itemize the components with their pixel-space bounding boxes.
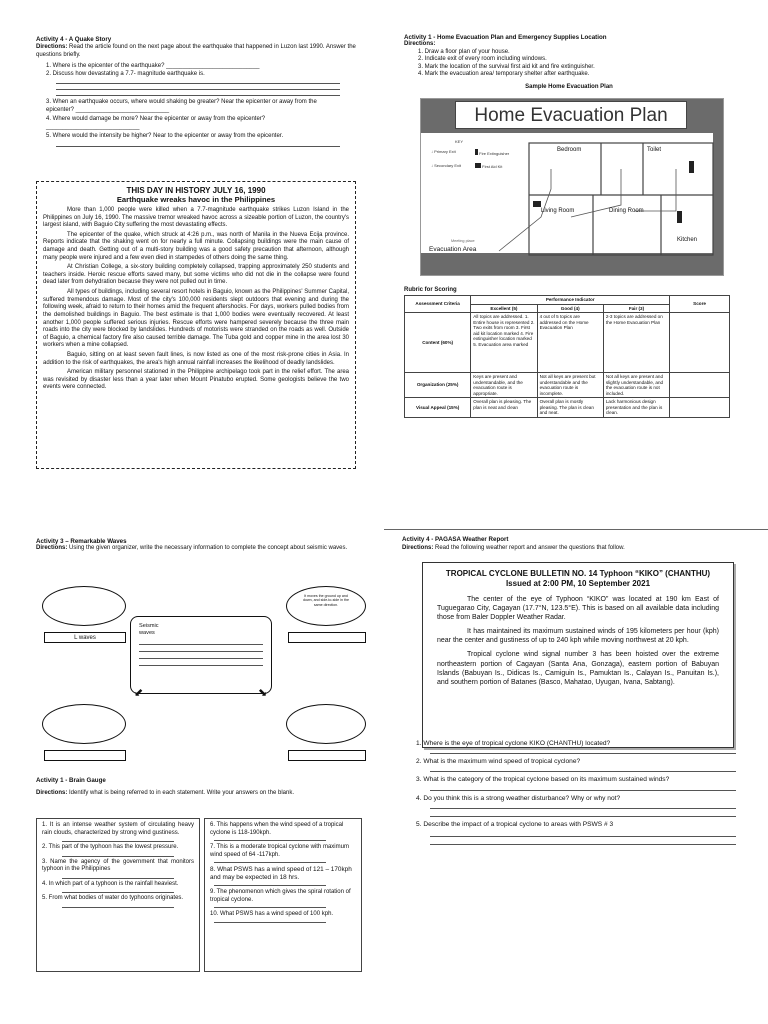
article-box xyxy=(36,181,356,469)
answer-box-bottom-right xyxy=(288,750,366,761)
plan-banner-title: Home Evacuation Plan xyxy=(455,101,687,129)
brain-gauge-left-box xyxy=(36,818,200,972)
rubric-criteria: Content (60%) xyxy=(405,313,471,373)
brain-gauge-directions xyxy=(36,790,366,798)
meeting-place: Meeting place xyxy=(451,239,475,243)
article-paragraph: Baguio, sitting on at least seven fault lines, is now listed as one of the most risk-prone cities in Asia. In addition to the risk of earthquakes, the area's high annual rainfall increases the likelihood of deadly landslides. xyxy=(43,351,349,366)
primary-exit-icon: ↓ xyxy=(431,149,433,154)
directions-label: Directions: xyxy=(402,545,434,551)
answer-box-bottom-left xyxy=(44,750,126,761)
quadrant-waves-brain-gauge xyxy=(36,538,366,978)
rubric-cell: Lack harmonious design presentation and the plan is clean. xyxy=(603,398,669,418)
bulletin-box xyxy=(422,562,734,748)
activity-title: Activity 1 - Home Evacuation Plan and Emergency Supplies Location xyxy=(404,34,607,41)
answer-line xyxy=(62,903,174,908)
rubric-score xyxy=(670,373,730,398)
rubric-header-criteria: Assessment Criteria xyxy=(405,296,471,313)
brain-item: 9. The phenomenon which gives the spiral rotation of tropical cyclone. xyxy=(210,889,351,903)
question-item: 1. Where is the epicenter of the earthquake? ____________________________ xyxy=(46,63,260,69)
directions xyxy=(36,545,366,553)
question-item: 4. Do you think this is a strong weather disturbance? Why or why not? xyxy=(416,794,621,802)
rubric-level: Good (4) xyxy=(537,304,603,313)
answer-line xyxy=(56,141,340,147)
bulletin-paragraph: Tropical cyclone wind signal number 3 has been hoisted over the extreme northeastern portion of Cagayan (Santa Ana, Gonzaga), eastern portion of Babuyan Islands (Babuyan Is., Didicas Is., Camiguin Is., Pamuktan Is., Calayan Is., Panuitan Is.), and southern portion of Batanes (Basco, Mahatao, Uyugan, Ivana, Sabtang). xyxy=(437,651,719,686)
rubric-row xyxy=(405,313,730,373)
room-kitchen: Kitchen xyxy=(677,237,698,243)
rubric-cell: All topics are addressed. 1. Entire house is represented 2. Two exits from room 3. First aid kit location marked 4. Fire extinguisher location marked 5. Evacuation area marked xyxy=(471,313,537,373)
rubric-table xyxy=(404,295,730,418)
question-item: 5. Describe the impact of a tropical cyclone to areas with PSWS # 3 xyxy=(416,820,614,828)
rubric-cell: Not all keys are present but understandable and the evacuation route is incomplete. xyxy=(537,373,603,398)
rubric-row xyxy=(405,373,730,398)
evacuation-area: Evacuation Area xyxy=(429,246,477,253)
key-label: KEY xyxy=(455,139,464,144)
question-item: 2. Discuss how devastating a 7.7- magnitude earthquake is. xyxy=(46,70,205,77)
oval-top-left xyxy=(42,586,126,626)
answer-line xyxy=(56,90,340,96)
secondary-exit-icon: ↓ xyxy=(431,163,433,168)
answer-line xyxy=(139,638,263,645)
rubric-row xyxy=(405,398,730,418)
activity-title: Activity 4 - A Quake Story xyxy=(36,36,112,43)
oval-bottom-left xyxy=(42,704,126,744)
center-label: Seismic waves xyxy=(139,623,159,637)
rubric-cell: Keys are present and understandable, and the evacuation route is appropriate. xyxy=(471,373,537,398)
brain-item: 8. What PSWS has a wind speed of 121 – 170kph and may be expected in 18 hrs. xyxy=(210,866,352,881)
activity-title: Activity 4 - PAGASA Weather Report xyxy=(402,536,509,543)
brain-item: 4. In which part of a typhoon is the rainfall heaviest. xyxy=(42,880,179,887)
bulletin-issued: Issued at 2:00 PM, 10 September 2021 xyxy=(505,579,651,588)
step-item: 4. Mark the evacuation area/ temporary shelter after earthquake. xyxy=(418,71,590,77)
directions-text: Read the following weather report and answer the questions that follow. xyxy=(435,545,625,551)
top-right-description: It moves the ground up and down, and side-to-side in the same direction. xyxy=(303,594,349,607)
answer-line xyxy=(139,645,263,652)
wave-organizer xyxy=(36,578,366,768)
center-box xyxy=(130,616,272,694)
room-toilet: Toilet xyxy=(647,147,662,153)
step-item: 1. Draw a floor plan of your house. xyxy=(418,48,510,55)
step-item: 3. Mark the location of the survival first aid kit and fire extinguisher. xyxy=(418,63,595,70)
brain-item: 2. This part of the typhoon has the lowest pressure. xyxy=(42,844,179,850)
directions-label: Directions: xyxy=(404,41,436,47)
brain-item: 3. Name the agency of the government that monitors typhoon in the Philippines xyxy=(42,858,194,872)
answer-line xyxy=(214,882,326,886)
l-waves-label: L waves xyxy=(44,632,126,643)
answer-line xyxy=(139,659,263,666)
step-item: 2. Indicate exit of every room including windows. xyxy=(418,56,547,62)
bulletin-paragraph: It has maintained its maximum sustained winds of 195 kilometers per hour (kph) near the center and gustiness of up to 240 kph while moving northwest at 20 kph. xyxy=(437,628,719,645)
article-headline: THIS DAY IN HISTORY JULY 16, 1990 xyxy=(126,186,266,195)
rubric-score xyxy=(670,313,730,373)
sample-caption: Sample Home Evacuation Plan xyxy=(525,83,613,90)
answer-line xyxy=(62,837,174,842)
answer-line xyxy=(430,748,736,754)
answer-line xyxy=(430,785,736,791)
question-item: 5. Where would the intensity be higher? Near to the epicenter or away from the epicenter. xyxy=(46,133,284,139)
rubric-criteria: Visual Appeal (15%) xyxy=(405,398,471,418)
answer-line xyxy=(139,652,263,659)
article-paragraph: American military personnel stationed in the Philippine archipelago took part in the relief effort. The area was revisited by disaster less than a year later when Mount Pinatubo erupted. Some geologists believe the two events were connected. xyxy=(43,369,349,391)
key-fire-extinguisher: Fire Extinguisher xyxy=(475,149,519,156)
answer-line xyxy=(430,829,736,837)
arrow-down-right-icon: ⬊ xyxy=(258,687,268,699)
directions-text: Identify what is being referred to in each statement. Write your answers on the blank. xyxy=(69,790,295,796)
rubric-header-score: Score xyxy=(670,296,730,313)
rubric-score xyxy=(670,398,730,418)
brain-gauge-title: Activity 1 - Brain Gauge xyxy=(36,777,106,784)
question-item: 4. Where would damage be more? Near the epicenter or away from the epicenter? ____________________________ xyxy=(46,116,266,130)
directions-label: Directions: xyxy=(36,44,68,50)
answer-line xyxy=(214,919,326,923)
room-living: Living Room xyxy=(541,208,575,214)
quadrant-evacuation-plan xyxy=(404,34,734,482)
divider-line xyxy=(384,529,768,530)
weather-questions xyxy=(416,740,736,845)
question-item: 3. When an earthquake occurs, where would shaking be greater? Near the epicenter or away from the epicenter? ____________________________ xyxy=(46,99,317,113)
steps-list xyxy=(418,49,734,79)
directions-text: Using the given organizer, write the necessary information to complete the concept about seismic waves. xyxy=(69,545,348,551)
brain-item: 10. What PSWS has a wind speed of 100 kph. xyxy=(210,911,334,917)
rubric-cell: Overall plan is pleasing. The plan is neat and clean xyxy=(471,398,537,418)
key-first-aid: First Aid Kit xyxy=(475,163,515,169)
rubric-level: Excellent (5) xyxy=(471,304,537,313)
article-paragraph: At Christian College, a six-story building completely collapsed, trapping approximately 250 students and teachers inside. Heroic rescue efforts saved many, but some victims who did not die in the collapse were found dead later from dehydration because they were not pulled out in time. xyxy=(43,264,349,286)
rubric-cell: Overall plan is mostly pleasing. The plan is clean and neat. xyxy=(537,398,603,418)
answer-line xyxy=(430,837,736,845)
directions-text: Read the article found on the next page about the earthquake that happened in Luzon last 1990. Answer the questions briefly. xyxy=(36,44,356,58)
rubric-level: Fair (3) xyxy=(603,304,669,313)
answer-line xyxy=(214,859,326,863)
rubric-cell: 2-3 topics are addressed on the Home Evacuation Plan xyxy=(603,313,669,373)
key-secondary-exit: ↓ Secondary Exit xyxy=(431,163,462,168)
directions-label: Directions: xyxy=(36,545,68,551)
oval-bottom-right xyxy=(286,704,366,744)
room-dining: Dining Room xyxy=(609,208,644,214)
quadrant-weather-report xyxy=(402,536,742,866)
rubric-criteria: Organization (25%) xyxy=(405,373,471,398)
answer-line xyxy=(62,852,174,857)
answer-line xyxy=(62,888,174,893)
rubric-cell: 4 out of 5 topics are addressed on the Home Evacuation Plan xyxy=(537,313,603,373)
arrow-down-left-icon: ⬋ xyxy=(134,687,144,699)
key-primary-exit: ↓ Primary Exit xyxy=(431,149,456,154)
answer-box-top-right xyxy=(288,632,366,643)
brain-item: 1. It is an intense weather system of circulating heavy rain clouds, characterized by strong wind gustiness. xyxy=(42,822,194,836)
rubric-cell: Not all keys are present and slightly understandable, and the evacuation route is not included. xyxy=(603,373,669,398)
brain-gauge-right-box xyxy=(204,818,362,972)
quadrant-quake-story xyxy=(36,36,360,476)
directions-label: Directions: xyxy=(36,790,68,796)
article-paragraph: The epicenter of the quake, which struck at 4:26 p.m., was north of Manila in the Nueva Ecija province. Reports indicate that the shaking went on for nearly a full minute. Collapsing buildings were the main cause of damage and death. Getting out of a multi-story building was a good safety precaution that afternoon, although many people were injured and a few even died in stampedes of others doing the same thing. xyxy=(43,231,349,261)
answer-line xyxy=(430,766,736,772)
bulletin-paragraph: The center of the eye of Typhoon “KIKO” was located at 190 km East of Tuguegarao City, Cagayan (17.7°N, 123.5°E). This is based on all available data including those from Baler Doppler Weather Radar. xyxy=(437,596,719,622)
directions xyxy=(402,545,742,553)
brain-item: 6. This happens when the wind speed of a tropical cyclone is 118-190kph. xyxy=(210,822,344,836)
rubric-header-performance: Performance Indicator xyxy=(471,296,670,305)
floor-plan xyxy=(420,98,724,276)
answer-line xyxy=(214,904,326,908)
question-item: 3. What is the category of the tropical cyclone based on its maximum sustained winds? xyxy=(416,776,670,784)
answer-line xyxy=(430,809,736,817)
article-subheadline: Earthquake wreaks havoc in the Philippines xyxy=(116,195,276,204)
bulletin-title: TROPICAL CYCLONE BULLETIN NO. 14 Typhoon “KIKO” (CHANTHU) xyxy=(445,569,711,578)
answer-line xyxy=(62,874,174,879)
directions xyxy=(36,44,360,59)
brain-item: 5. From what bodies of water do typhoons originates. xyxy=(42,895,184,901)
article-paragraph: More than 1,000 people were killed when a 7.7-magnitude earthquake strikes Luzon Island in the Philippines on July 16, 1990. The massive tremor wreaked havoc across a sizeable portion of Luzon, the country's largest island, with Baguio City suffering the most devastating effects. xyxy=(43,207,349,229)
question-item: 1. Where is the eye of tropical cyclone KIKO (CHANTHU) located? xyxy=(416,740,611,747)
brain-item: 7. This is a moderate tropical cyclone with maximum wind speed of 64 -117kph. xyxy=(210,844,349,858)
room-bedroom: Bedroom xyxy=(557,147,582,153)
activity-title: Activity 3 – Remarkable Waves xyxy=(36,538,127,545)
article-paragraph: All types of buildings, including several resort hotels in Baguio, known as the Philippines' Summer Capital, suffered tremendous damage. Most of the city's 100,000 residents slept outdoors that evening and during the following week, afraid to return to their homes amid the frequent aftershocks. For days, workers pulled bodies from the demolished buildings in Baguio. The best estimate is that 1,000 bodies were eventually recovered. At least another 1,000 people suffered serious injuries. Rescue efforts were hampered severely because the three main roads into the city were blocked by landslides. Hundreds of motorists were stranded on the roads as well. Outside of Baguio, a chemical factory fire also caused terrible damage. The Tuba gold and copper mine in the area lost 30 workers when a mine collapsed. xyxy=(43,289,349,349)
rubric-title: Rubric for Scoring xyxy=(404,287,457,293)
answer-line xyxy=(214,837,326,841)
question-item: 2. What is the maximum wind speed of tropical cyclone? xyxy=(416,758,581,766)
question-list xyxy=(46,63,340,147)
